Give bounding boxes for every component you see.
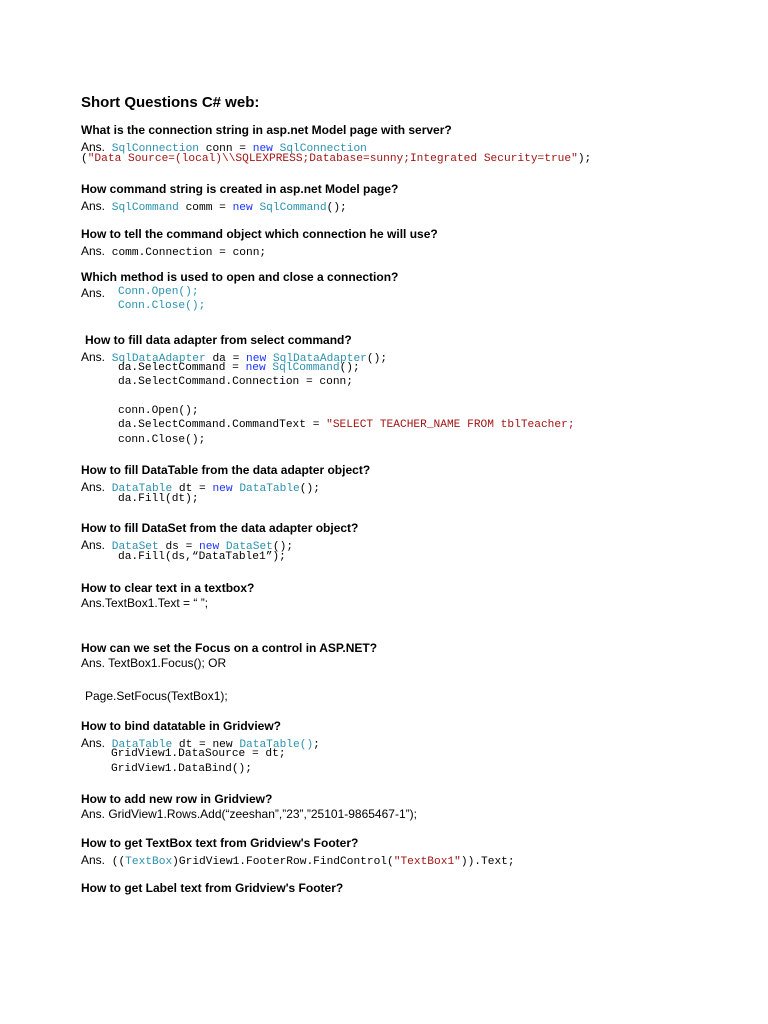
question-3: How to tell the command object which connection he will use?	[81, 227, 438, 241]
code-type: SqlConnection	[111, 143, 200, 155]
code-text: ();	[339, 362, 360, 374]
question-13: How to get Label text from Gridview's Footer?	[81, 881, 344, 895]
code-line: da.Fill(ds,“DataTable1”);	[118, 551, 286, 563]
question-9: How can we set the Focus on a control in ASP.NET?	[81, 641, 378, 655]
code-type: SqlDataAdapter	[111, 353, 206, 365]
code-type: DataSet	[219, 541, 273, 553]
code-text: )).Text;	[460, 856, 515, 868]
code-keyword: new	[245, 362, 266, 374]
answer-3	[81, 243, 266, 259]
code-text: (	[81, 153, 88, 165]
code-text: comm.Connection = conn;	[105, 247, 267, 259]
code-text: );	[577, 153, 592, 165]
question-10: How to bind datatable in Gridview?	[81, 719, 282, 733]
code-type: SqlCommand	[111, 202, 179, 214]
answer-11: Ans. GridView1.Rows.Add(“zeeshan”,”23”,”25101-9865467-1”);	[81, 807, 417, 821]
code-keyword: new	[199, 541, 220, 553]
code-line	[118, 420, 575, 431]
answer-label: Ans.	[81, 538, 106, 552]
code-string: "Data Source=(local)\\SQLEXPRESS;Database=sunny;Integrated Security=true"	[87, 153, 578, 165]
answer-label: Ans.	[81, 480, 106, 494]
code-line: conn.Open();	[118, 405, 199, 417]
question-2: How command string is created in asp.net Model page?	[81, 182, 399, 196]
answer-1-line-2	[81, 154, 591, 165]
code-keyword: new	[246, 353, 267, 365]
answer-label: Ans.	[81, 140, 106, 154]
code-text: ();	[326, 202, 347, 214]
question-1: What is the connection string in asp.net Model page with server?	[81, 123, 452, 137]
code-line	[118, 363, 360, 374]
code-text: ();	[366, 353, 388, 365]
question-6: How to fill DataTable from the data adapter object?	[81, 463, 371, 477]
answer-label: Ans.	[81, 244, 106, 258]
code-type: SqlCommand	[265, 362, 340, 374]
code-text: ds =	[158, 541, 200, 553]
code-text: da.SelectCommand.CommandText =	[118, 419, 327, 431]
code-line: GridView1.DataBind();	[111, 763, 252, 775]
code-keyword: new	[252, 143, 273, 155]
question-4: Which method is used to open and close a connection?	[81, 270, 399, 284]
answer-label: Ans.	[81, 286, 106, 300]
code-text: da =	[205, 353, 247, 365]
code-text: )GridView1.FooterRow.FindControl(	[172, 856, 394, 868]
code-type: DataTable()	[239, 739, 314, 751]
code-type: SqlCommand	[252, 202, 327, 214]
code-line: Conn.Open();	[118, 286, 199, 298]
code-text: da.SelectCommand =	[118, 362, 246, 374]
code-text: ((	[105, 856, 126, 868]
question-12: How to get TextBox text from Gridview's Footer?	[81, 836, 359, 850]
code-type: DataTable	[111, 739, 173, 751]
question-11: How to add new row in Gridview?	[81, 792, 273, 806]
answer-9: Ans. TextBox1.Focus(); OR	[81, 656, 227, 670]
question-8: How to clear text in a textbox?	[81, 581, 255, 595]
code-string: "TextBox1"	[393, 856, 461, 868]
code-text: ;	[313, 739, 320, 751]
answer-9-alt: Page.SetFocus(TextBox1);	[85, 689, 228, 703]
code-string: "SELECT TEACHER_NAME FROM tblTeacher;	[326, 419, 575, 431]
answer-8: Ans.TextBox1.Text = “ ”;	[81, 596, 209, 610]
code-type: DataTable	[111, 483, 173, 495]
code-type: DataSet	[111, 541, 159, 553]
question-7: How to fill DataSet from the data adapter object?	[81, 521, 359, 535]
code-text: ();	[299, 483, 320, 495]
code-text: dt =	[172, 483, 213, 495]
answer-2	[81, 198, 347, 214]
code-line: GridView1.DataSource = dt;	[111, 748, 286, 760]
answer-label: Ans.	[81, 199, 106, 213]
page-title: Short Questions C# web:	[81, 94, 260, 111]
answer-label: Ans.	[81, 736, 106, 750]
answer-label: Ans.	[81, 350, 106, 364]
code-text: ();	[272, 541, 294, 553]
answer-6-line-1	[81, 479, 320, 495]
code-line: Conn.Close();	[118, 300, 206, 312]
code-line: da.Fill(dt);	[118, 493, 199, 505]
code-keyword: new	[232, 202, 253, 214]
code-line: da.SelectCommand.Connection = conn;	[118, 376, 353, 388]
code-line: conn.Close();	[118, 434, 206, 446]
code-type: SqlDataAdapter	[266, 353, 367, 365]
code-type: DataTable	[232, 483, 300, 495]
answer-label: Ans.	[81, 853, 106, 867]
code-text: comm =	[178, 202, 233, 214]
answer-12	[81, 852, 515, 868]
code-text: conn =	[199, 143, 253, 155]
code-keyword: new	[212, 483, 233, 495]
code-type: SqlConnection	[272, 143, 367, 155]
code-text: dt = new	[172, 739, 240, 751]
question-5: How to fill data adapter from select command?	[85, 333, 352, 347]
code-type: TextBox	[125, 856, 173, 868]
